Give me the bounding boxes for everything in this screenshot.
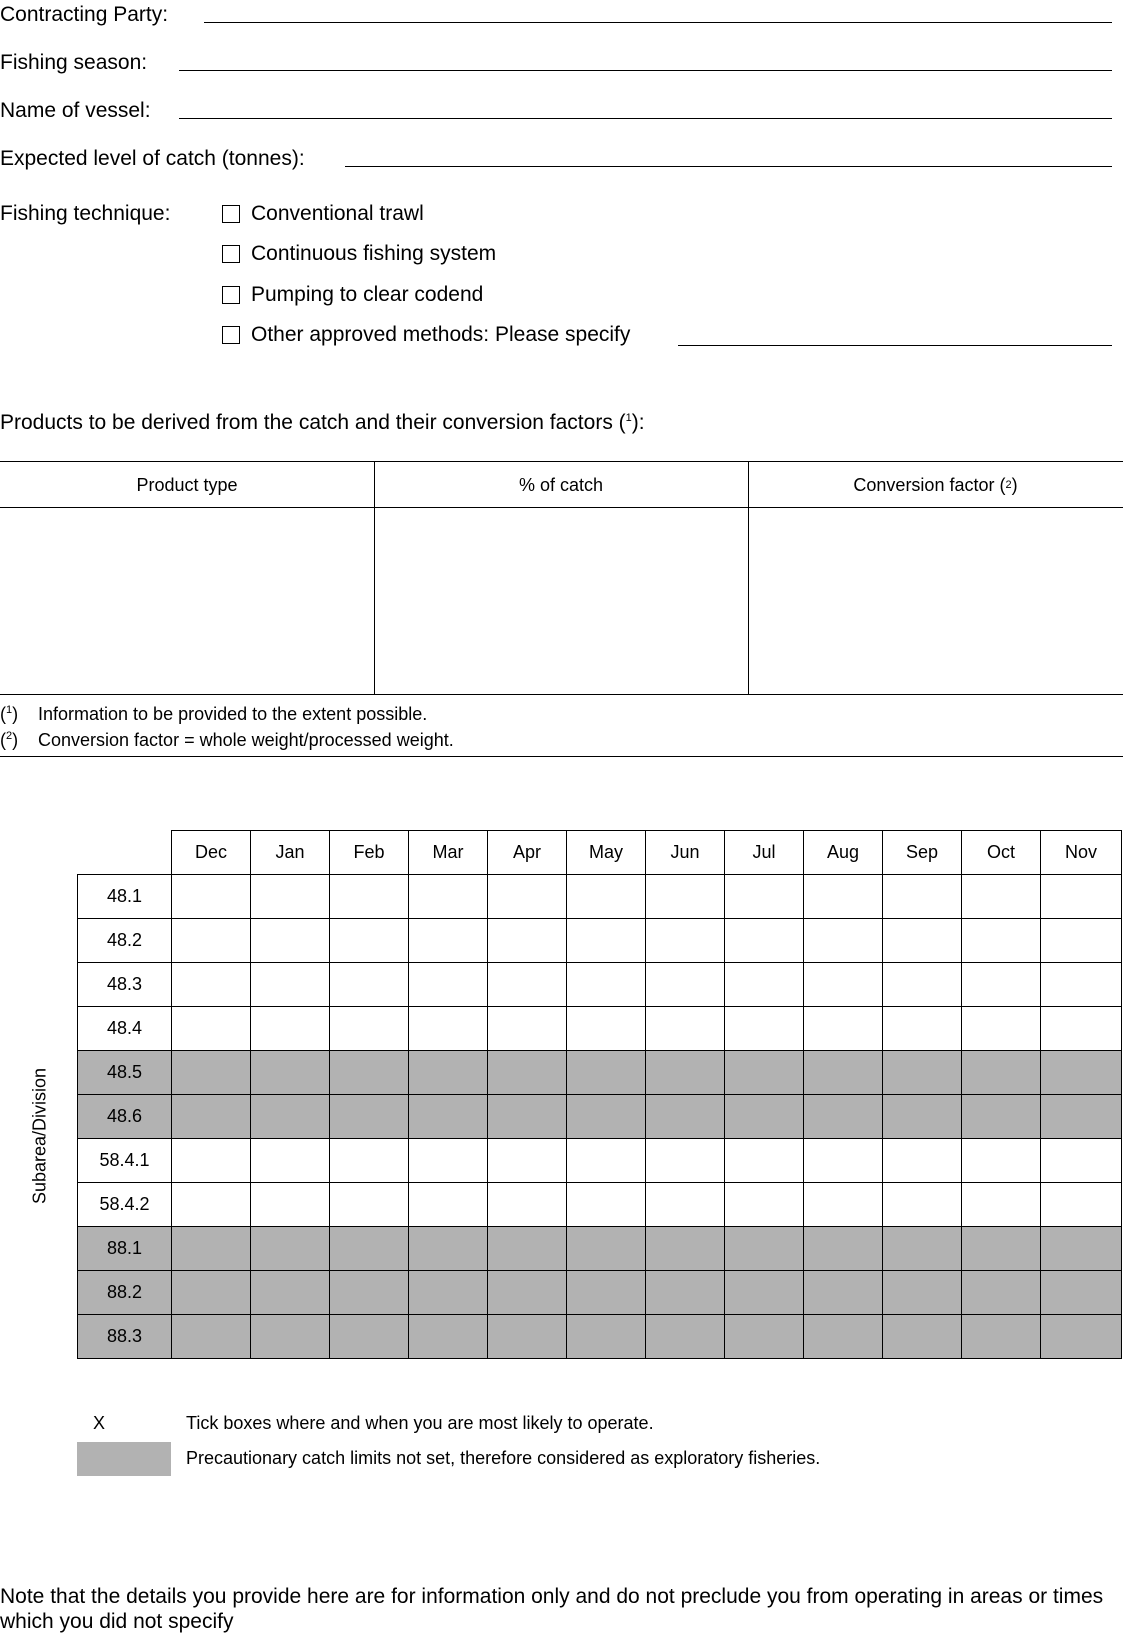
grid-cell xyxy=(804,1051,883,1095)
grid-cell[interactable] xyxy=(962,1139,1041,1183)
grid-cell xyxy=(804,1227,883,1271)
grid-cell xyxy=(646,1227,725,1271)
grid-cell[interactable] xyxy=(646,875,725,919)
grid-cell[interactable] xyxy=(725,1007,804,1051)
grid-cell xyxy=(646,1315,725,1359)
grid-cell[interactable] xyxy=(330,963,409,1007)
footnote-1: ($^1$) Information to be provided to the extent possible. xyxy=(0,704,428,724)
grid-cell[interactable] xyxy=(962,1183,1041,1227)
grid-cell xyxy=(567,1271,646,1315)
conversion-factor-cell[interactable] xyxy=(750,510,1121,692)
month-header-jan: Jan xyxy=(251,831,330,875)
grid-cell xyxy=(330,1095,409,1139)
grid-cell xyxy=(251,1227,330,1271)
grid-cell xyxy=(330,1315,409,1359)
subarea-label: 48.1 xyxy=(78,875,172,919)
grid-cell[interactable] xyxy=(883,1007,962,1051)
grid-cell xyxy=(962,1227,1041,1271)
grid-cell xyxy=(883,1271,962,1315)
month-header-jul: Jul xyxy=(725,831,804,875)
table-row xyxy=(78,1095,1122,1139)
vessel-name-field[interactable] xyxy=(179,118,1112,119)
grid-cell[interactable] xyxy=(646,919,725,963)
pumping-codend-label: Pumping to clear codend xyxy=(251,283,484,306)
table-row xyxy=(78,875,1122,919)
grid-cell xyxy=(962,1315,1041,1359)
grid-cell xyxy=(725,1227,804,1271)
grid-cell xyxy=(883,1315,962,1359)
grid-cell[interactable] xyxy=(725,1139,804,1183)
grid-cell[interactable] xyxy=(1041,875,1122,919)
products-table-bottom-rule xyxy=(0,694,1123,695)
grid-cell[interactable] xyxy=(488,1139,567,1183)
contracting-party-label: Contracting Party: xyxy=(0,3,169,26)
grid-cell[interactable] xyxy=(330,1007,409,1051)
grid-cell xyxy=(409,1315,488,1359)
subarea-label: 58.4.2 xyxy=(78,1183,172,1227)
month-header-dec: Dec xyxy=(172,831,251,875)
grid-cell xyxy=(962,1095,1041,1139)
pumping-codend-checkbox[interactable] xyxy=(222,286,240,304)
fishing-technique-label: Fishing technique: xyxy=(0,202,171,225)
grid-cell[interactable] xyxy=(962,919,1041,963)
grid-cell[interactable] xyxy=(172,1007,251,1051)
grid-corner xyxy=(78,831,172,875)
grid-cell[interactable] xyxy=(409,1007,488,1051)
closing-note: Note that the details you provide here are for information only and do not preclude you from operating in areas or times which you did not specify xyxy=(0,1585,1104,1633)
grid-cell xyxy=(725,1271,804,1315)
footnote-2: ($^2$) Conversion factor = whole weight/processed weight. xyxy=(0,730,454,750)
grid-cell[interactable] xyxy=(488,1183,567,1227)
grid-cell xyxy=(172,1051,251,1095)
grid-cell xyxy=(567,1315,646,1359)
grid-cell xyxy=(251,1315,330,1359)
grid-cell xyxy=(488,1095,567,1139)
grid-cell[interactable] xyxy=(646,1183,725,1227)
grid-cell xyxy=(172,1271,251,1315)
grid-cell[interactable] xyxy=(883,1183,962,1227)
legend-tick-symbol: X xyxy=(93,1413,106,1433)
grid-cell[interactable] xyxy=(804,963,883,1007)
conventional-trawl-label: Conventional trawl xyxy=(251,202,424,225)
grid-cell[interactable] xyxy=(409,1183,488,1227)
grid-cell[interactable] xyxy=(725,1183,804,1227)
grid-cell xyxy=(1041,1315,1122,1359)
grid-cell[interactable] xyxy=(567,1183,646,1227)
percent-catch-header: % of catch xyxy=(518,474,604,495)
grid-cell xyxy=(172,1227,251,1271)
table-row xyxy=(78,1183,1122,1227)
grid-cell xyxy=(725,1095,804,1139)
grid-cell xyxy=(725,1051,804,1095)
grid-cell[interactable] xyxy=(409,963,488,1007)
grid-cell[interactable] xyxy=(330,1139,409,1183)
contracting-party-field[interactable] xyxy=(204,22,1112,23)
grid-cell[interactable] xyxy=(1041,963,1122,1007)
other-methods-checkbox[interactable] xyxy=(222,326,240,344)
grid-cell[interactable] xyxy=(725,919,804,963)
grid-cell[interactable] xyxy=(567,875,646,919)
grid-cell xyxy=(725,1315,804,1359)
fishing-season-label: Fishing season: xyxy=(0,51,148,74)
month-header-feb: Feb xyxy=(330,831,409,875)
table-row xyxy=(78,1227,1122,1271)
subarea-label: 88.3 xyxy=(78,1315,172,1359)
grid-cell[interactable] xyxy=(251,1183,330,1227)
other-methods-label: Other approved methods: Please specify xyxy=(251,323,631,346)
grid-cell[interactable] xyxy=(251,963,330,1007)
subarea-label: 48.3 xyxy=(78,963,172,1007)
grid-cell[interactable] xyxy=(251,1139,330,1183)
grid-cell[interactable] xyxy=(172,1139,251,1183)
grid-cell[interactable] xyxy=(330,1183,409,1227)
grid-cell[interactable] xyxy=(804,919,883,963)
fishing-season-field[interactable] xyxy=(179,70,1112,71)
grid-cell[interactable] xyxy=(488,875,567,919)
grid-cell[interactable] xyxy=(804,1183,883,1227)
grid-cell xyxy=(804,1315,883,1359)
grid-cell xyxy=(646,1271,725,1315)
vessel-name-label: Name of vessel: xyxy=(0,99,151,122)
grid-cell xyxy=(567,1051,646,1095)
month-header-sep: Sep xyxy=(883,831,962,875)
table-row xyxy=(78,1051,1122,1095)
subarea-label: 48.4 xyxy=(78,1007,172,1051)
month-header-jun: Jun xyxy=(646,831,725,875)
month-header-apr: Apr xyxy=(488,831,567,875)
grid-cell xyxy=(567,1095,646,1139)
percent-catch-cell[interactable] xyxy=(376,510,746,692)
grid-cell xyxy=(804,1271,883,1315)
subarea-label: 88.1 xyxy=(78,1227,172,1271)
grid-cell xyxy=(172,1315,251,1359)
grid-cell[interactable] xyxy=(883,919,962,963)
grid-cell[interactable] xyxy=(804,1007,883,1051)
grid-cell xyxy=(488,1271,567,1315)
expected-catch-label: Expected level of catch (tonnes): xyxy=(0,147,305,170)
subarea-label: 48.6 xyxy=(78,1095,172,1139)
grid-cell[interactable] xyxy=(567,919,646,963)
grid-cell xyxy=(172,1095,251,1139)
grid-cell xyxy=(1041,1051,1122,1095)
grid-cell xyxy=(251,1271,330,1315)
table-row xyxy=(78,1271,1122,1315)
legend-tick-text: Tick boxes where and when you are most likely to operate. xyxy=(186,1413,654,1433)
grid-cell xyxy=(409,1051,488,1095)
grid-cell[interactable] xyxy=(567,1007,646,1051)
product-type-header: Product type xyxy=(136,474,238,495)
grid-cell[interactable] xyxy=(409,875,488,919)
subarea-label: 58.4.1 xyxy=(78,1139,172,1183)
grid-cell xyxy=(330,1271,409,1315)
table-row xyxy=(78,1315,1122,1359)
grid-cell xyxy=(646,1095,725,1139)
grid-cell xyxy=(330,1051,409,1095)
grid-cell[interactable] xyxy=(330,875,409,919)
conversion-factor-header: Conversion factor ( 2 ) xyxy=(853,474,1018,495)
grid-cell[interactable] xyxy=(646,963,725,1007)
grid-cell[interactable] xyxy=(488,1007,567,1051)
continuous-fishing-checkbox[interactable] xyxy=(222,245,240,263)
footnotes-rule xyxy=(0,756,1123,757)
grid-cell[interactable] xyxy=(883,1139,962,1183)
grid-cell[interactable] xyxy=(725,963,804,1007)
grid-cell[interactable] xyxy=(409,919,488,963)
grid-cell[interactable] xyxy=(172,875,251,919)
grid-cell xyxy=(409,1271,488,1315)
grid-cell[interactable] xyxy=(1041,1007,1122,1051)
grid-cell[interactable] xyxy=(646,1007,725,1051)
grid-cell[interactable] xyxy=(1041,1183,1122,1227)
subarea-axis-label: Subarea/Division xyxy=(29,1067,50,1205)
grid-cell[interactable] xyxy=(725,875,804,919)
month-header-oct: Oct xyxy=(962,831,1041,875)
grid-cell[interactable] xyxy=(567,1139,646,1183)
grid-cell[interactable] xyxy=(172,919,251,963)
subarea-label: 48.2 xyxy=(78,919,172,963)
grid-cell xyxy=(646,1051,725,1095)
grid-cell[interactable] xyxy=(251,919,330,963)
grid-cell xyxy=(1041,1227,1122,1271)
grid-cell[interactable] xyxy=(1041,1139,1122,1183)
other-methods-field[interactable] xyxy=(678,345,1112,346)
grid-cell xyxy=(330,1227,409,1271)
continuous-fishing-label: Continuous fishing system xyxy=(251,242,497,265)
subarea-label: 88.2 xyxy=(78,1271,172,1315)
legend-shaded-text: Precautionary catch limits not set, therefore considered as exploratory fisheries. xyxy=(186,1448,821,1468)
operating-grid xyxy=(77,830,1122,1359)
grid-cell[interactable] xyxy=(1041,919,1122,963)
grid-cell[interactable] xyxy=(883,875,962,919)
table-row xyxy=(78,963,1122,1007)
grid-cell[interactable] xyxy=(962,875,1041,919)
grid-cell[interactable] xyxy=(251,875,330,919)
grid-cell xyxy=(883,1051,962,1095)
grid-cell xyxy=(883,1227,962,1271)
grid-cell xyxy=(1041,1095,1122,1139)
grid-cell xyxy=(1041,1271,1122,1315)
products-intro: Products to be derived from the catch and their conversion factors ($^1$): xyxy=(0,411,645,434)
grid-cell xyxy=(488,1315,567,1359)
grid-cell[interactable] xyxy=(962,1007,1041,1051)
month-header-mar: Mar xyxy=(409,831,488,875)
grid-cell[interactable] xyxy=(172,963,251,1007)
month-header-nov: Nov xyxy=(1041,831,1122,875)
grid-cell xyxy=(883,1095,962,1139)
grid-cell[interactable] xyxy=(488,919,567,963)
grid-cell xyxy=(251,1095,330,1139)
grid-cell xyxy=(488,1051,567,1095)
grid-cell[interactable] xyxy=(409,1139,488,1183)
grid-cell[interactable] xyxy=(488,963,567,1007)
grid-cell[interactable] xyxy=(804,1139,883,1183)
legend-shaded-swatch xyxy=(77,1442,171,1476)
grid-cell[interactable] xyxy=(804,875,883,919)
grid-cell[interactable] xyxy=(883,963,962,1007)
grid-cell[interactable] xyxy=(330,919,409,963)
month-header-aug: Aug xyxy=(804,831,883,875)
grid-cell xyxy=(488,1227,567,1271)
grid-cell[interactable] xyxy=(172,1183,251,1227)
grid-cell xyxy=(804,1095,883,1139)
grid-cell[interactable] xyxy=(646,1139,725,1183)
grid-cell xyxy=(409,1227,488,1271)
grid-cell[interactable] xyxy=(251,1007,330,1051)
grid-cell[interactable] xyxy=(567,963,646,1007)
grid-cell xyxy=(251,1051,330,1095)
table-row xyxy=(78,1139,1122,1183)
product-type-cell[interactable] xyxy=(2,510,372,692)
conventional-trawl-checkbox[interactable] xyxy=(222,205,240,223)
month-header-may: May xyxy=(567,831,646,875)
grid-cell xyxy=(567,1227,646,1271)
table-row xyxy=(78,919,1122,963)
table-row xyxy=(78,1007,1122,1051)
grid-cell xyxy=(962,1271,1041,1315)
expected-catch-field[interactable] xyxy=(345,166,1112,167)
grid-cell xyxy=(962,1051,1041,1095)
grid-cell[interactable] xyxy=(962,963,1041,1007)
grid-cell xyxy=(409,1095,488,1139)
subarea-label: 48.5 xyxy=(78,1051,172,1095)
